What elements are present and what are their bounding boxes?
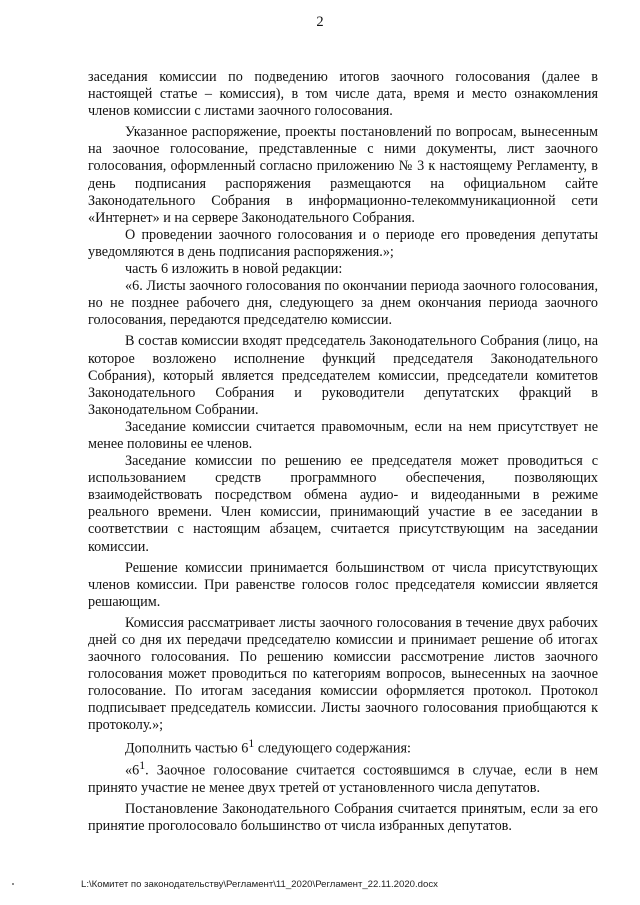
addition-text-end: следующего содержания: — [254, 740, 411, 757]
paragraph-remote-meeting: Заседание комиссии по решению ее председателя может проводиться с использованием средств программного обеспечения, позволяющих взаимодействовать посредством обмена аудио- и видеоданными в режиме реального времени. Член комиссии, принимающий участие в ее заседании в соответствии с настоящим абзацем, считается присутствующим на заседании комиссии. — [88, 453, 598, 555]
paragraph-quorum: Заседание комиссии считается правомочным, если на нем присутствует не менее половины ее членов. — [88, 418, 598, 452]
paragraph-resolution-adopted: Постановление Законодательного Собрания считается принятым, если за его принятие проголосовало большинство от числа избранных депутатов. — [88, 801, 598, 835]
addition-superscript: 1 — [248, 735, 255, 750]
paragraph-commission-composition: В состав комиссии входят председатель Законодательного Собрания (лицо, на которое возложено исполнение функций председателя Законодательного Собрания), который является председателем комиссии, председатели комитетов Законодательного Собрания и руководители депутатских фракций в Законодательном Собрании. — [88, 333, 598, 418]
paragraph-addition-instruction — [88, 735, 598, 758]
paragraph-part-6: «6. Листы заочного голосования по окончании периода заочного голосования, но не позднее рабочего дня, следующего за днем окончания периода заочного голосования, передаются председателю комиссии. — [88, 278, 598, 329]
paragraph-order-publication: Указанное распоряжение, проекты постановлений по вопросам, вынесенным на заочное голосование, представленные с ними документы, лист заочного голосования, оформленный согласно приложению № 3 к настоящему Регламенту, в день подписания распоряжения размещаются на официальном сайте Законодательного Собрания в информационно-телекоммуникационной сети «Интернет» и на сервере Законодательного Собрания. — [88, 124, 598, 226]
paragraph-decision: Решение комиссии принимается большинством от числа присутствующих членов комиссии. При равенстве голосов голос председателя комиссии является решающим. — [88, 559, 598, 610]
page-number: 2 — [316, 14, 324, 30]
part61-text: . Заочное голосование считается состоявшимся в случае, если в нем принято участие не менее двух третей от установленного числа депутатов. — [88, 763, 598, 797]
part61-superscript: 1 — [139, 758, 146, 773]
paragraph-continuation: заседания комиссии по подведению итогов заочного голосования (далее в настоящей статье – комиссия), в том числе дата, время и место ознакомления членов комиссии с листами заочного голосования. — [88, 69, 598, 120]
part61-start: «6 — [125, 763, 140, 780]
paragraph-part-6-instruction: часть 6 изложить в новой редакции: — [125, 261, 343, 278]
addition-text: Дополнить частью 6 — [125, 740, 249, 757]
file-path-footer: L:\Комитет по законодательству\Регламент\11_2020\Регламент_22.11.2020.docx — [81, 879, 438, 890]
document-body — [88, 69, 598, 836]
paragraph-part-6-1 — [88, 757, 598, 797]
paragraph-review: Комиссия рассматривает листы заочного голосования в течение двух рабочих дней со дня их передачи председателю комиссии и принимает решение об итогах заочного голосования. По решению комиссии рассмотрение листов заочного голосования может проводиться по категориям вопросов, вынесенных на заочное голосование. По итогам заседания комиссии оформляется протокол. Протокол подписывает председатель комиссии. Листы заочного голосования приобщаются к протоколу.»; — [88, 614, 598, 734]
scan-speck — [12, 883, 14, 885]
paragraph-deputies-notified: О проведении заочного голосования и о периоде его проведения депутаты уведомляются в день подписания распоряжения.»; — [88, 226, 598, 260]
